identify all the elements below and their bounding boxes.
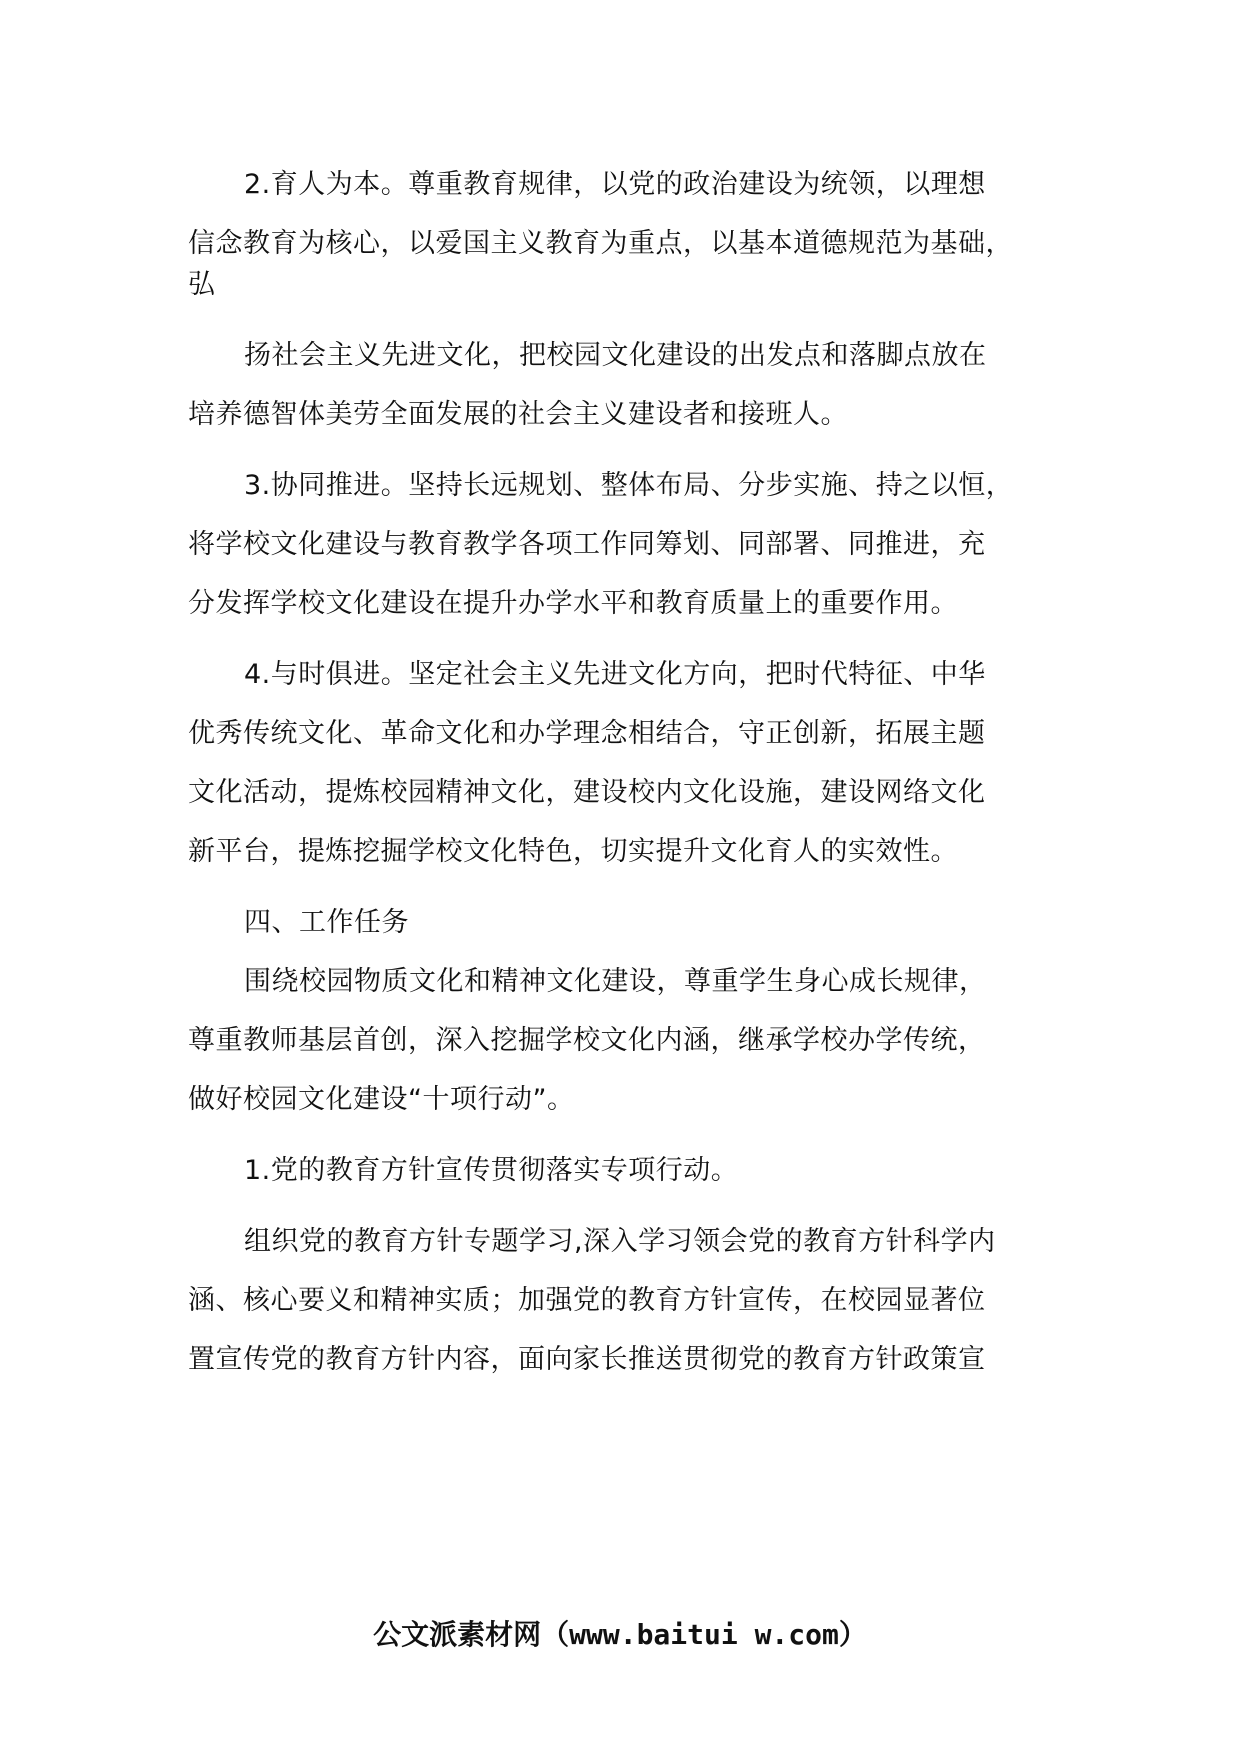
footer-url[interactable]: www.baitui w.com <box>569 1618 839 1651</box>
paragraph-line: 3.协同推进。坚持长远规划、整体布局、分步实施、持之以恒， <box>244 470 1014 501</box>
paragraph-line: 将学校文化建设与教育教学各项工作同筹划、同部署、同推进，充 <box>188 529 986 560</box>
paragraph-line: 培养德智体美劳全面发展的社会主义建设者和接班人。 <box>188 399 848 430</box>
paragraph-line: 分发挥学校文化建设在提升办学水平和教育质量上的重要作用。 <box>188 588 958 619</box>
page-footer <box>0 1615 1240 1655</box>
paragraph-line: 优秀传统文化、革命文化和办学理念相结合，守正创新，拓展主题 <box>188 718 986 749</box>
footer-close: ） <box>838 1618 867 1651</box>
section-heading: 四、工作任务 <box>244 907 409 938</box>
paragraph-line: 围绕校园物质文化和精神文化建设，尊重学生身心成长规律， <box>244 966 987 997</box>
paragraph-line: 弘 <box>188 269 216 300</box>
subsection-heading: 1.党的教育方针宣传贯彻落实专项行动。 <box>244 1155 739 1186</box>
paragraph-line: 置宣传党的教育方针内容，面向家长推送贯彻党的教育方针政策宣 <box>188 1344 986 1375</box>
paragraph-line: 扬社会主义先进文化，把校园文化建设的出发点和落脚点放在 <box>244 340 987 371</box>
paragraph-line: 组织党的教育方针专题学习,深入学习领会党的教育方针科学内 <box>244 1226 996 1257</box>
paragraph-line: 做好校园文化建设“十项行动”。 <box>188 1084 575 1115</box>
paragraph-line: 文化活动，提炼校园精神文化，建设校内文化设施，建设网络文化 <box>188 777 986 808</box>
paragraph-line: 2.育人为本。尊重教育规律，以党的政治建设为统领，以理想 <box>244 169 986 200</box>
paragraph-line: 尊重教师基层首创，深入挖掘学校文化内涵，继承学校办学传统， <box>188 1025 986 1056</box>
paragraph-line: 4.与时俱进。坚定社会主义先进文化方向，把时代特征、中华 <box>244 659 986 690</box>
paragraph-line: 新平台，提炼挖掘学校文化特色，切实提升文化育人的实效性。 <box>188 836 958 867</box>
paragraph-line: 涵、核心要义和精神实质；加强党的教育方针宣传，在校园显著位 <box>188 1285 986 1316</box>
footer-label: 公文派素材网（ <box>373 1618 570 1651</box>
paragraph-line: 信念教育为核心，以爱国主义教育为重点，以基本道德规范为基础， <box>188 228 1013 259</box>
